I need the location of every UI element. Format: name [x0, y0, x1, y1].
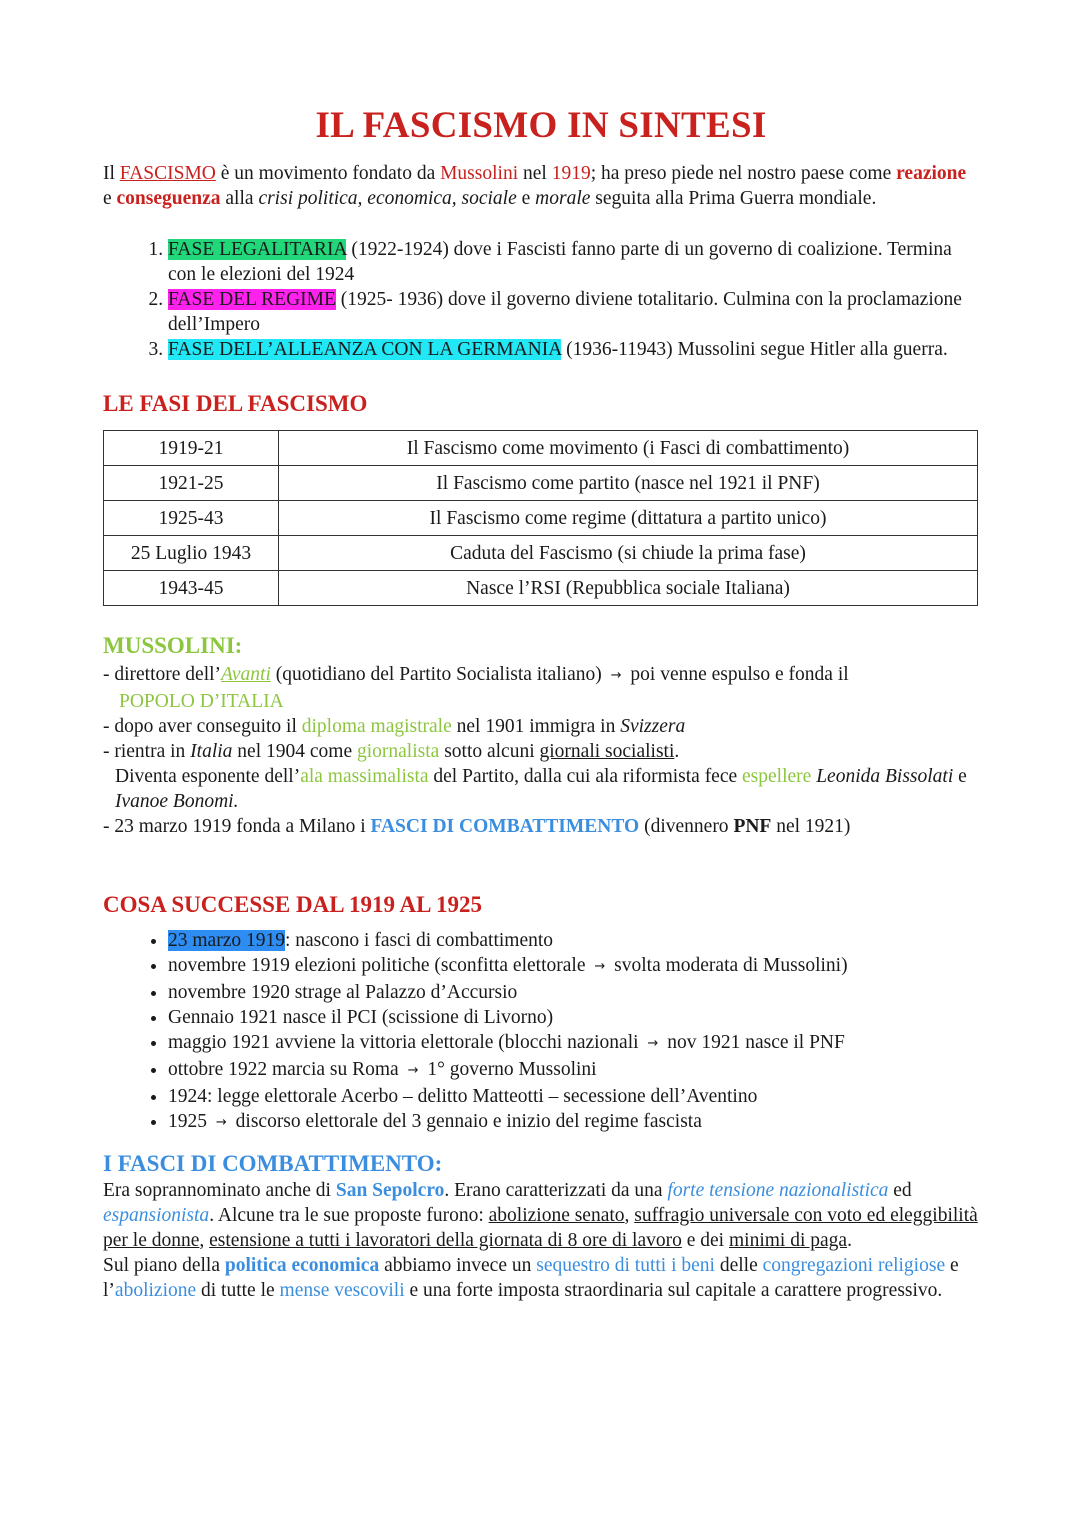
mussolini-line — [103, 689, 979, 714]
term-reazione: reazione — [896, 163, 967, 184]
phase-label: FASE LEGALITARIA — [168, 239, 347, 260]
term-suffragio: suffragio universale con voto ed eleggibilità per le donne — [103, 1205, 978, 1251]
intro-text: seguita alla Prima Guerra mondiale. — [590, 188, 877, 209]
events-list — [103, 928, 979, 1136]
event-text: 1924: legge elettorale Acerbo – delitto Matteotti – secessione dell’Aventino — [168, 1086, 758, 1107]
list-item — [168, 1005, 979, 1030]
phase-item — [168, 287, 979, 337]
text: ed — [888, 1180, 912, 1201]
event-text: discorso elettorale del 3 gennaio e inizio del regime fascista — [230, 1111, 702, 1132]
mussolini-line — [103, 739, 979, 764]
mussolini-list — [103, 662, 979, 839]
table-cell-period: 1921-25 — [104, 466, 279, 501]
phase-text: (1922-1924) dove i Fascisti fanno parte di un governo di coalizione. Termina con le elezioni del 1924 — [168, 239, 952, 285]
term-minimi-paga: minimi di paga — [728, 1230, 848, 1251]
event-text: nov 1921 nasce il PNF — [662, 1032, 845, 1053]
table-cell-period: 25 Luglio 1943 — [104, 536, 279, 571]
term-abolizione: abolizione — [114, 1280, 197, 1301]
list-item — [168, 1109, 979, 1136]
text: - dopo aver conseguito il — [103, 716, 302, 737]
phase-label: FASE DELL’ALLEANZA CON LA GERMANIA — [168, 339, 562, 360]
term-fasci: FASCI DI COMBATTIMENTO — [370, 816, 640, 837]
intro-text: Il — [103, 163, 120, 184]
term-diploma: diploma magistrale — [301, 716, 452, 737]
page-title: IL FASCISMO IN SINTESI — [315, 105, 767, 146]
phase-label: FASE DEL REGIME — [168, 289, 336, 310]
text: (quotidiano del Partito Socialista italiano) — [270, 664, 607, 685]
table-cell-description: Il Fascismo come regime (dittatura a partito unico) — [279, 501, 978, 536]
term-politica-economica: politica economica — [224, 1255, 380, 1276]
table-row — [104, 536, 978, 571]
section-heading-cosa: COSA SUCCESSE DAL 1919 AL 1925 — [103, 892, 482, 917]
term-abolizione-senato: abolizione senato — [488, 1205, 625, 1226]
term-mense: mense vescovili — [279, 1280, 405, 1301]
text: Sul piano della — [103, 1255, 225, 1276]
table-cell-description: Il Fascismo come movimento (i Fasci di combattimento) — [279, 431, 978, 466]
term-bonomi: Ivanoe Bonomi. — [115, 791, 239, 812]
mussolini-line — [103, 662, 979, 689]
event-date-highlight: 23 marzo 1919 — [168, 930, 285, 951]
intro-text: alla — [220, 188, 259, 209]
event-text: 1925 — [168, 1111, 212, 1132]
intro-text: e — [103, 188, 117, 209]
list-item — [168, 1057, 979, 1084]
event-text: Gennaio 1921 nasce il PCI (scissione di Livorno) — [168, 1007, 554, 1028]
text: - rientra in — [103, 741, 191, 762]
term-tensione: forte tensione nazionalistica — [667, 1180, 889, 1201]
text: , — [199, 1230, 210, 1251]
text: . — [674, 741, 680, 762]
phase-text: (1925- 1936) dove il governo diviene totalitario. Culmina con la proclamazione dell’Impero — [168, 289, 962, 335]
table-row — [104, 466, 978, 501]
text: e una forte imposta straordinaria sul capitale a carattere progressivo. — [404, 1280, 943, 1301]
text: sotto alcuni — [439, 741, 540, 762]
event-text: novembre 1919 elezioni politiche (sconfitta elettorale — [168, 955, 591, 976]
table-cell-description: Caduta del Fascismo (si chiude la prima fase) — [279, 536, 978, 571]
term-congregazioni: congregazioni religiose — [762, 1255, 946, 1276]
event-text: maggio 1921 avviene la vittoria elettorale (blocchi nazionali — [168, 1032, 644, 1053]
event-text: ottobre 1922 marcia su Roma — [168, 1059, 404, 1080]
term-crisi: crisi politica, economica, sociale — [258, 188, 517, 209]
text: nel 1901 immigra in — [451, 716, 621, 737]
phase-item — [168, 237, 979, 287]
intro-text: è un movimento fondato da — [215, 163, 441, 184]
term-svizzera: Svizzera — [620, 716, 686, 737]
text: di tutte le — [196, 1280, 280, 1301]
text: (divennero — [639, 816, 734, 837]
list-item — [168, 928, 979, 953]
document-page — [103, 104, 979, 1303]
text: . Alcune tra le sue proposte furono: — [209, 1205, 489, 1226]
text: - 23 marzo 1919 fonda a Milano i — [103, 816, 371, 837]
section-heading-fasci: I FASCI DI COMBATTIMENTO: — [103, 1151, 443, 1176]
event-text: svolta moderata di Mussolini) — [609, 955, 848, 976]
table-cell-description: Il Fascismo come partito (nasce nel 1921 il PNF) — [279, 466, 978, 501]
arrow-icon: → — [610, 668, 622, 683]
term-avanti: Avanti — [221, 664, 271, 685]
term-san-sepolcro: San Sepolcro — [335, 1180, 445, 1201]
arrow-icon: → — [215, 1115, 227, 1130]
term-espellere: espellere — [742, 766, 812, 787]
intro-text: nel — [518, 163, 552, 184]
arrow-icon: → — [407, 1063, 419, 1078]
table-row — [104, 571, 978, 606]
section-heading-mussolini: MUSSOLINI: — [103, 633, 243, 658]
text: e l’ — [103, 1255, 959, 1301]
list-item — [168, 1084, 979, 1109]
text: , — [624, 1205, 635, 1226]
fasci-paragraph-1 — [103, 1178, 979, 1253]
table-row — [104, 501, 978, 536]
term-year: 1919 — [551, 163, 591, 184]
text: Diventa esponente dell’ — [115, 766, 301, 787]
mussolini-line — [103, 814, 979, 839]
term-conseguenza: conseguenza — [116, 188, 221, 209]
table-cell-description: Nasce l’RSI (Repubblica sociale Italiana) — [279, 571, 978, 606]
phase-text: (1936-11943) Mussolini segue Hitler alla guerra. — [561, 339, 948, 360]
text: - direttore dell’ — [103, 664, 222, 685]
event-text: : nascono i fasci di combattimento — [284, 930, 554, 951]
mussolini-line — [103, 764, 979, 814]
intro-text: e — [516, 188, 536, 209]
list-item — [168, 1030, 979, 1057]
phase-item — [168, 337, 979, 362]
term-fascismo: FASCISMO — [119, 163, 216, 184]
table-row — [104, 431, 978, 466]
arrow-icon: → — [647, 1036, 659, 1051]
arrow-icon: → — [594, 959, 606, 974]
term-giornalista: giornalista — [356, 741, 440, 762]
term-sequestro: sequestro di tutti i beni — [536, 1255, 715, 1276]
table-cell-period: 1943-45 — [104, 571, 279, 606]
intro-text: ; ha preso piede nel nostro paese come — [590, 163, 897, 184]
list-item — [168, 953, 979, 980]
table-cell-period: 1919-21 — [104, 431, 279, 466]
event-text: 1° governo Mussolini — [422, 1059, 597, 1080]
text: nel 1921) — [771, 816, 851, 837]
text: e dei — [681, 1230, 729, 1251]
text: abbiamo invece un — [379, 1255, 537, 1276]
term-morale: morale — [535, 188, 591, 209]
term-mussolini: Mussolini — [440, 163, 519, 184]
mussolini-line — [103, 714, 979, 739]
fasi-table — [103, 430, 978, 606]
table-cell-period: 1925-43 — [104, 501, 279, 536]
fasci-paragraph-2 — [103, 1253, 979, 1303]
event-text: novembre 1920 strage al Palazzo d’Accursio — [168, 982, 518, 1003]
list-item — [168, 980, 979, 1005]
text: poi venne espulso e fonda il — [625, 664, 849, 685]
term-giornali-socialisti: giornali socialisti — [539, 741, 675, 762]
term-pnf: PNF — [733, 816, 772, 837]
text: . — [847, 1230, 852, 1251]
term-bissolati: Leonida Bissolati — [811, 766, 954, 787]
section-heading-fasi: LE FASI DEL FASCISMO — [103, 391, 368, 416]
text: nel 1904 come — [232, 741, 357, 762]
term-italia: Italia — [190, 741, 233, 762]
term-giornata-8-ore: estensione a tutti i lavoratori della giornata di 8 ore di lavoro — [209, 1230, 682, 1251]
text: Era soprannominato anche di — [103, 1180, 336, 1201]
text: e — [953, 766, 967, 787]
term-espansionista: espansionista — [103, 1205, 210, 1226]
term-ala-massimalista: ala massimalista — [300, 766, 429, 787]
text: del Partito, dalla cui ala riformista fece — [428, 766, 743, 787]
intro-paragraph — [103, 161, 979, 211]
text: . Erano caratterizzati da una — [444, 1180, 668, 1201]
text: delle — [714, 1255, 763, 1276]
phases-list — [103, 237, 979, 362]
term-popolo-ditalia: POPOLO D’ITALIA — [119, 691, 284, 712]
